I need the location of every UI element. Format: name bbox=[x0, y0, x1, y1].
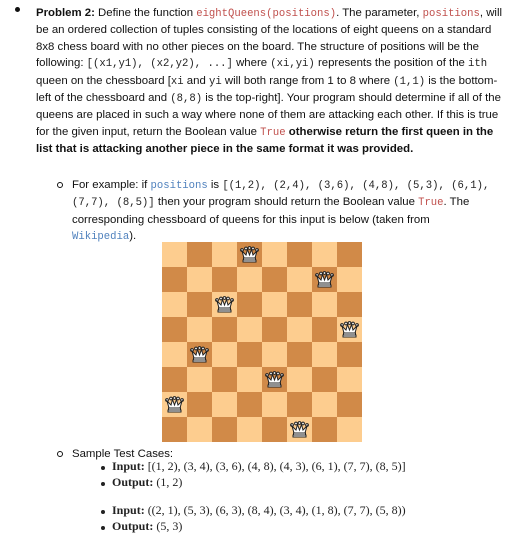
board-square bbox=[312, 392, 337, 417]
board-square bbox=[262, 317, 287, 342]
one-one-code: (1,1) bbox=[393, 75, 426, 88]
function-args: (positions) bbox=[266, 8, 337, 20]
example-list-code: [(1,2), (2,4), (3,6), (4,8), (5,3), (6,1), (7,7), (8,5)] bbox=[72, 180, 490, 210]
test-case-output bbox=[112, 518, 182, 534]
problem-text: is the top-right]. Your program should determine if all of the queens are placed in such a way where none of them are attacking each other. If this is true for the given input, return the Boolean value bbox=[36, 92, 501, 138]
ith-code: ith bbox=[468, 58, 488, 71]
test-case-input bbox=[112, 502, 406, 518]
example-text: ). bbox=[129, 230, 137, 243]
sub-bullet bbox=[57, 451, 63, 457]
board-square bbox=[287, 292, 312, 317]
board-square bbox=[212, 317, 237, 342]
problem-text: will both range from 1 to 8 where bbox=[224, 74, 391, 87]
board-square bbox=[287, 317, 312, 342]
board-square bbox=[312, 367, 337, 392]
board-square bbox=[262, 417, 287, 442]
board-square bbox=[337, 417, 362, 442]
board-square bbox=[237, 242, 262, 267]
input-label: Input: bbox=[112, 503, 145, 517]
problem-statement bbox=[36, 5, 511, 158]
example-text: is bbox=[210, 179, 220, 191]
board-square bbox=[287, 392, 312, 417]
board-square bbox=[187, 392, 212, 417]
board-square bbox=[262, 242, 287, 267]
param-name: positions bbox=[422, 8, 480, 20]
test-case-output bbox=[112, 474, 182, 490]
board-square bbox=[312, 342, 337, 367]
board-square bbox=[212, 392, 237, 417]
board-square bbox=[237, 417, 262, 442]
board-square bbox=[162, 417, 187, 442]
bullet bbox=[15, 7, 20, 12]
board-square bbox=[237, 267, 262, 292]
board-square bbox=[287, 242, 312, 267]
board-square bbox=[337, 342, 362, 367]
true-code: True bbox=[260, 126, 286, 139]
board-square bbox=[187, 417, 212, 442]
board-square bbox=[237, 392, 262, 417]
board-square bbox=[262, 392, 287, 417]
list-bullet bbox=[101, 482, 105, 486]
problem-text: represents the position of the bbox=[317, 57, 465, 70]
problem-text: and bbox=[186, 74, 206, 87]
board-square bbox=[212, 367, 237, 392]
board-square bbox=[212, 292, 237, 317]
board-square bbox=[337, 267, 362, 292]
board-square bbox=[187, 292, 212, 317]
board-square bbox=[162, 292, 187, 317]
problem-text: , will be an ordered collection of tuples consisting of the locations of eight queens on a standard 8x8 chess board with no other pieces on the board. The structure of positions will be the following: bbox=[36, 7, 503, 70]
output-value: (5, 3) bbox=[156, 519, 183, 533]
board-square bbox=[187, 317, 212, 342]
example-paragraph bbox=[72, 177, 492, 246]
board-square bbox=[162, 317, 187, 342]
board-square bbox=[187, 242, 212, 267]
board-square bbox=[212, 267, 237, 292]
problem-text: queen on the chessboard [ bbox=[36, 74, 171, 87]
list-bullet bbox=[101, 526, 105, 530]
board-square bbox=[212, 342, 237, 367]
yi-code: yi bbox=[208, 75, 222, 88]
board-square bbox=[162, 367, 187, 392]
wikipedia-link[interactable]: Wikipedia bbox=[72, 231, 130, 244]
output-label: Output: bbox=[112, 519, 154, 533]
board-square bbox=[162, 242, 187, 267]
input-label: Input: bbox=[112, 459, 145, 473]
board-square bbox=[237, 342, 262, 367]
board-square bbox=[312, 267, 337, 292]
board-square bbox=[237, 367, 262, 392]
input-value: ((2, 1), (5, 3), (6, 3), (8, 4), (3, 4), (1, 8), (7, 7), (5, 8)) bbox=[147, 503, 406, 517]
problem-text: where bbox=[236, 57, 268, 70]
output-value: (1, 2) bbox=[156, 475, 183, 489]
board-square bbox=[312, 292, 337, 317]
board-square bbox=[287, 367, 312, 392]
board-square bbox=[262, 267, 287, 292]
test-case-input bbox=[112, 458, 406, 474]
board-square bbox=[337, 367, 362, 392]
board-square bbox=[337, 392, 362, 417]
xiyi-code: (xi,yi) bbox=[270, 58, 315, 71]
eight-eight-code: (8,8) bbox=[170, 93, 203, 106]
board-square bbox=[287, 342, 312, 367]
board-square bbox=[337, 317, 362, 342]
board-square bbox=[287, 267, 312, 292]
board-square bbox=[337, 242, 362, 267]
output-label: Output: bbox=[112, 475, 154, 489]
list-bullet bbox=[101, 510, 105, 514]
board-square bbox=[262, 342, 287, 367]
problem-label: Problem 2: bbox=[36, 7, 95, 19]
board-square bbox=[262, 292, 287, 317]
board-square bbox=[337, 292, 362, 317]
input-value: [(1, 2), (3, 4), (3, 6), (4, 8), (4, 3), (6, 1), (7, 7), (8, 5)] bbox=[147, 459, 406, 473]
problem-bold-text: otherwise return the first queen in the list that is attacking another piece in the same format it was provided. bbox=[36, 125, 494, 156]
board-square bbox=[262, 367, 287, 392]
board-square bbox=[312, 242, 337, 267]
board-square bbox=[187, 367, 212, 392]
list-bullet bbox=[101, 466, 105, 470]
board-square bbox=[187, 267, 212, 292]
problem-text: . The parameter, bbox=[336, 7, 420, 19]
board-square bbox=[237, 317, 262, 342]
board-square bbox=[212, 417, 237, 442]
structure-code: [(x1,y1), (x2,y2), ...] bbox=[86, 58, 233, 71]
sub-bullet bbox=[57, 182, 63, 188]
example-text: then your program should return the Boolean value bbox=[157, 196, 415, 209]
board-square bbox=[187, 342, 212, 367]
example-text: For example: if bbox=[72, 179, 148, 191]
board-square bbox=[312, 317, 337, 342]
chessboard bbox=[162, 242, 362, 442]
board-square bbox=[287, 417, 312, 442]
board-square bbox=[312, 417, 337, 442]
board-square bbox=[212, 242, 237, 267]
function-name: eightQueens bbox=[196, 8, 267, 20]
true-code: True bbox=[418, 197, 444, 210]
board-square bbox=[237, 292, 262, 317]
board-square bbox=[162, 392, 187, 417]
xi-code: xi bbox=[170, 75, 184, 88]
problem-text: is the bottom-left of the chessboard and bbox=[36, 74, 498, 105]
example-text: . The corresponding chessboard of queens for this input is below (taken from bbox=[72, 196, 470, 226]
board-square bbox=[162, 342, 187, 367]
positions-code: positions bbox=[150, 180, 208, 192]
test-cases-title: Sample Test Cases: bbox=[72, 448, 174, 460]
board-square bbox=[162, 267, 187, 292]
problem-text: Define the function bbox=[98, 7, 194, 19]
